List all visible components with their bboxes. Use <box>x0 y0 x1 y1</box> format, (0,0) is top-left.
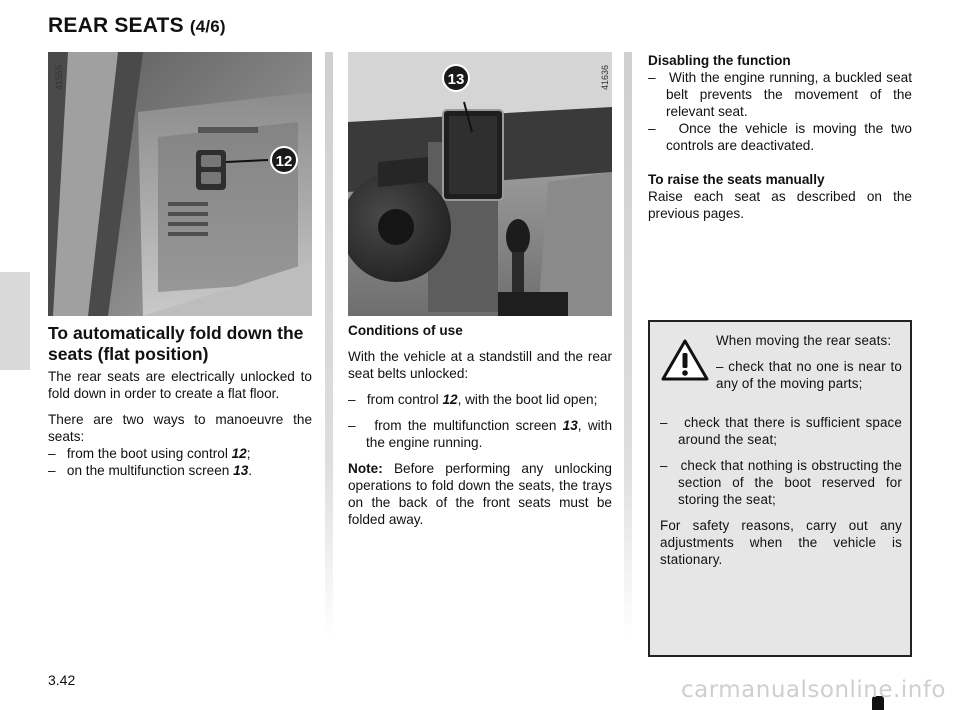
raise-title: To raise the seats manually <box>648 172 825 187</box>
image-ref-number: 41636 <box>600 64 610 90</box>
paragraph: Raise each seat as described on the previous pages. <box>648 189 912 221</box>
boot-control-photo <box>48 52 312 316</box>
list-item: – from the multifunction screen 13, with the engine running. <box>348 418 613 450</box>
section-heading: To automatically fold down the seats (flat position) <box>48 323 304 364</box>
boot-interior-illustration <box>48 52 312 316</box>
column-2-text <box>348 322 612 528</box>
warning-box <box>648 320 912 657</box>
callout-12-label: 12 <box>275 153 293 170</box>
watermark: carmanualsonline.info <box>680 677 946 703</box>
warning-list-item: – check that there is sufficient space around the seat; <box>660 415 902 447</box>
image-ref-number: 41555 <box>54 64 64 90</box>
dashboard-photo <box>348 52 612 316</box>
warning-line: When moving the rear seats: <box>716 333 892 348</box>
warning-subline: – check that no one is near to any of the moving parts; <box>716 359 902 391</box>
column-1-text <box>48 368 312 479</box>
list-item: – on the multifunction screen 13. <box>48 463 253 478</box>
conditions-title: Conditions of use <box>348 323 463 338</box>
warning-list-item: – check that nothing is obstructing the section of the boot reserved for storing the seat; <box>660 458 902 507</box>
paragraph: The rear seats are electrically unlocked to fold down in order to create a flat floor. <box>48 369 312 401</box>
column-3-text <box>648 52 912 222</box>
note-paragraph: Note: Before performing any unlocking operations to fold down the seats, the trays on the back of the front seats must be folded away. <box>348 461 612 527</box>
safety-text: For safety reasons, carry out any adjustments when the vehicle is stationary. <box>660 518 902 567</box>
chapter-tab <box>0 272 30 370</box>
page-number: 3.42 <box>48 672 76 688</box>
page-title: REAR SEATS (4/6) <box>48 14 226 37</box>
section-indicator: (4/6) <box>189 17 226 36</box>
paragraph: With the vehicle at a standstill and the rear seat belts unlocked: <box>348 349 612 381</box>
callout-13-label: 13 <box>447 71 465 88</box>
warning-triangle-icon <box>660 338 710 382</box>
column-divider <box>624 52 632 637</box>
column-divider <box>325 52 333 637</box>
list-item: – Once the vehicle is moving the two controls are deactivated. <box>648 121 912 153</box>
dashboard-illustration <box>348 52 612 316</box>
list-item: – from control 12, with the boot lid open; <box>348 392 598 407</box>
list-item: – from the boot using control 12; <box>48 446 251 461</box>
paragraph: There are two ways to manoeuvre the seats: <box>48 412 312 444</box>
disabling-title: Disabling the function <box>648 53 791 68</box>
list-item: – With the engine running, a buckled seat belt prevents the movement of the relevant seat. <box>648 70 912 119</box>
